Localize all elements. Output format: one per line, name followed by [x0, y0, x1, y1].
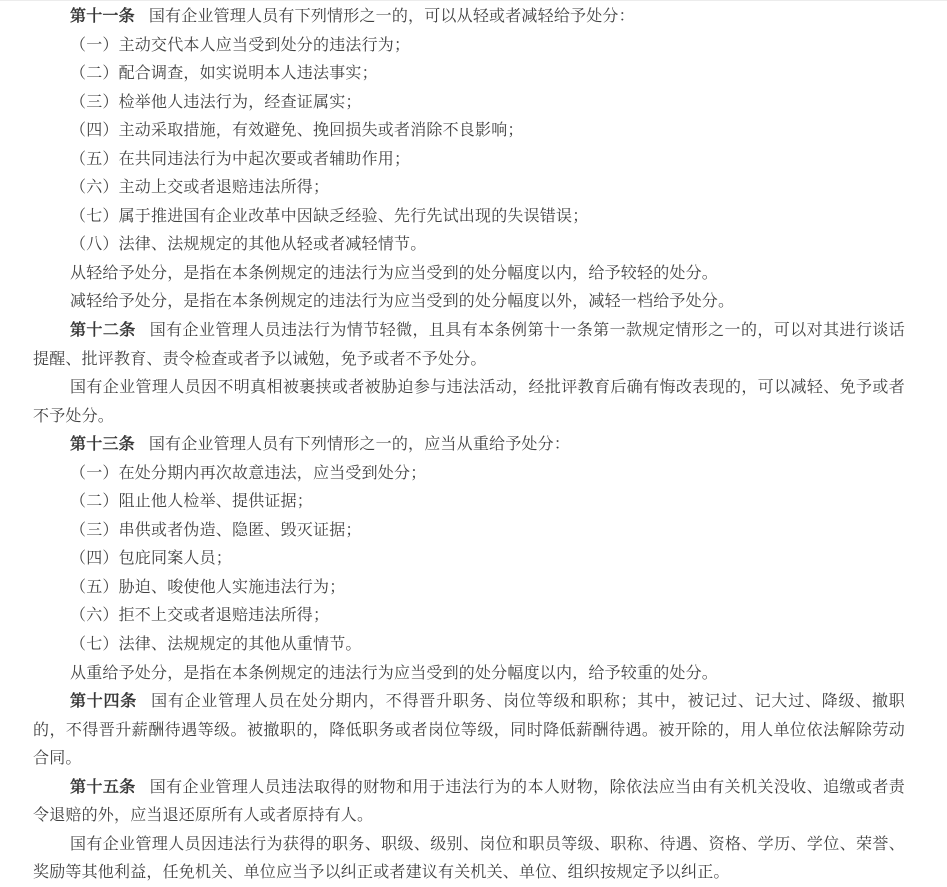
paragraph [33, 88, 905, 117]
paragraph-text: 国有企业管理人员违法行为情节轻微，且具有本条例第十一条第一款规定情形之一的，可以对其进行谈话提醒、批评教育、责令检查或者予以诫勉，免予或者不予处分。 [33, 320, 905, 368]
paragraph [33, 601, 905, 630]
paragraph-text: （四）包庇同案人员； [70, 548, 233, 568]
paragraph-text: 国有企业管理人员因不明真相被裹挟或者被胁迫参与违法活动，经批评教育后确有悔改表现的，可以减轻、免予或者不予处分。 [33, 377, 905, 425]
paragraph [33, 487, 905, 516]
article-paragraph [33, 316, 905, 373]
paragraph [33, 659, 905, 688]
paragraph-text: 从轻给予处分，是指在本条例规定的违法行为应当受到的处分幅度以内，给予较轻的处分。 [70, 262, 719, 282]
paragraph-text: 国有企业管理人员在处分期内，不得晋升职务、岗位等级和职称；其中，被记过、记大过、降级、撤职的，不得晋升薪酬待遇等级。被撤职的，降低职务或者岗位等级，同时降低薪酬待遇。被开除的，用人单位依法解除劳动合同。 [33, 691, 905, 768]
paragraph-text: （二）配合调查，如实说明本人违法事实； [70, 63, 378, 83]
article-number: 第十四条 [70, 691, 138, 711]
paragraph [33, 373, 905, 430]
article-number: 第十一条 [70, 6, 135, 25]
paragraph-text: 从重给予处分，是指在本条例规定的违法行为应当受到的处分幅度以内，给予较重的处分。 [70, 662, 719, 682]
paragraph-text: （三）检举他人违法行为，经查证属实； [70, 91, 362, 111]
paragraph-text: （六）拒不上交或者退赔违法所得； [70, 605, 330, 625]
paragraph-text: （七）法律、法规规定的其他从重情节。 [70, 634, 362, 654]
paragraph-text: 国有企业管理人员因违法行为获得的职务、职级、级别、岗位和职员等级、职称、待遇、资格、学历、学位、荣誉、奖励等其他利益，任免机关、单位应当予以纠正或者建议有关机关、单位、组织按规定予以纠正。 [33, 833, 905, 882]
paragraph-text: （八）法律、法规规定的其他从轻或者减轻情节。 [70, 234, 427, 254]
paragraph-text: （一）主动交代本人应当受到处分的违法行为； [70, 34, 411, 54]
paragraph [33, 173, 905, 202]
paragraph-text: 国有企业管理人员有下列情形之一的，应当从重给予处分： [148, 434, 571, 454]
paragraph-text: （一）在处分期内再次故意违法，应当受到处分； [70, 462, 427, 482]
article-number: 第十二条 [70, 320, 136, 340]
paragraph [33, 516, 905, 545]
article-paragraph [33, 430, 905, 459]
paragraph-text: 国有企业管理人员违法取得的财物和用于违法行为的本人财物，除依法应当由有关机关没收、追缴或者责令退赔的外，应当退还原所有人或者原持有人。 [33, 776, 905, 825]
paragraph [33, 630, 905, 659]
paragraph [33, 230, 905, 259]
paragraph-text: （六）主动上交或者退赔违法所得； [70, 177, 330, 197]
article-number: 第十三条 [70, 434, 135, 454]
paragraph [33, 59, 905, 88]
paragraph [33, 830, 905, 887]
paragraph-text: （二）阻止他人检举、提供证据； [70, 491, 314, 511]
paragraph-text: 国有企业管理人员有下列情形之一的，可以从轻或者减轻给予处分： [148, 6, 635, 25]
article-paragraph [33, 2, 905, 31]
paragraph-text: （五）在共同违法行为中起次要或者辅助作用； [70, 148, 411, 168]
paragraph-text: （三）串供或者伪造、隐匿、毁灭证据； [70, 519, 362, 539]
paragraph [33, 31, 905, 60]
document-body [0, 1, 947, 887]
paragraph [33, 202, 905, 231]
paragraph-text: （四）主动采取措施，有效避免、挽回损失或者消除不良影响； [70, 120, 524, 140]
paragraph [33, 259, 905, 288]
paragraph [33, 544, 905, 573]
paragraph [33, 145, 905, 174]
article-number: 第十五条 [70, 776, 136, 796]
paragraph [33, 287, 905, 316]
article-paragraph [33, 773, 905, 830]
paragraph-text: 减轻给予处分，是指在本条例规定的违法行为应当受到的处分幅度以外，减轻一档给予处分。 [70, 291, 735, 311]
paragraph [33, 116, 905, 145]
paragraph [33, 573, 905, 602]
paragraph [33, 459, 905, 488]
paragraph-text: （五）胁迫、唆使他人实施违法行为； [70, 576, 346, 596]
article-paragraph [33, 687, 905, 773]
paragraph-text: （七）属于推进国有企业改革中因缺乏经验、先行先试出现的失误错误； [70, 205, 589, 225]
